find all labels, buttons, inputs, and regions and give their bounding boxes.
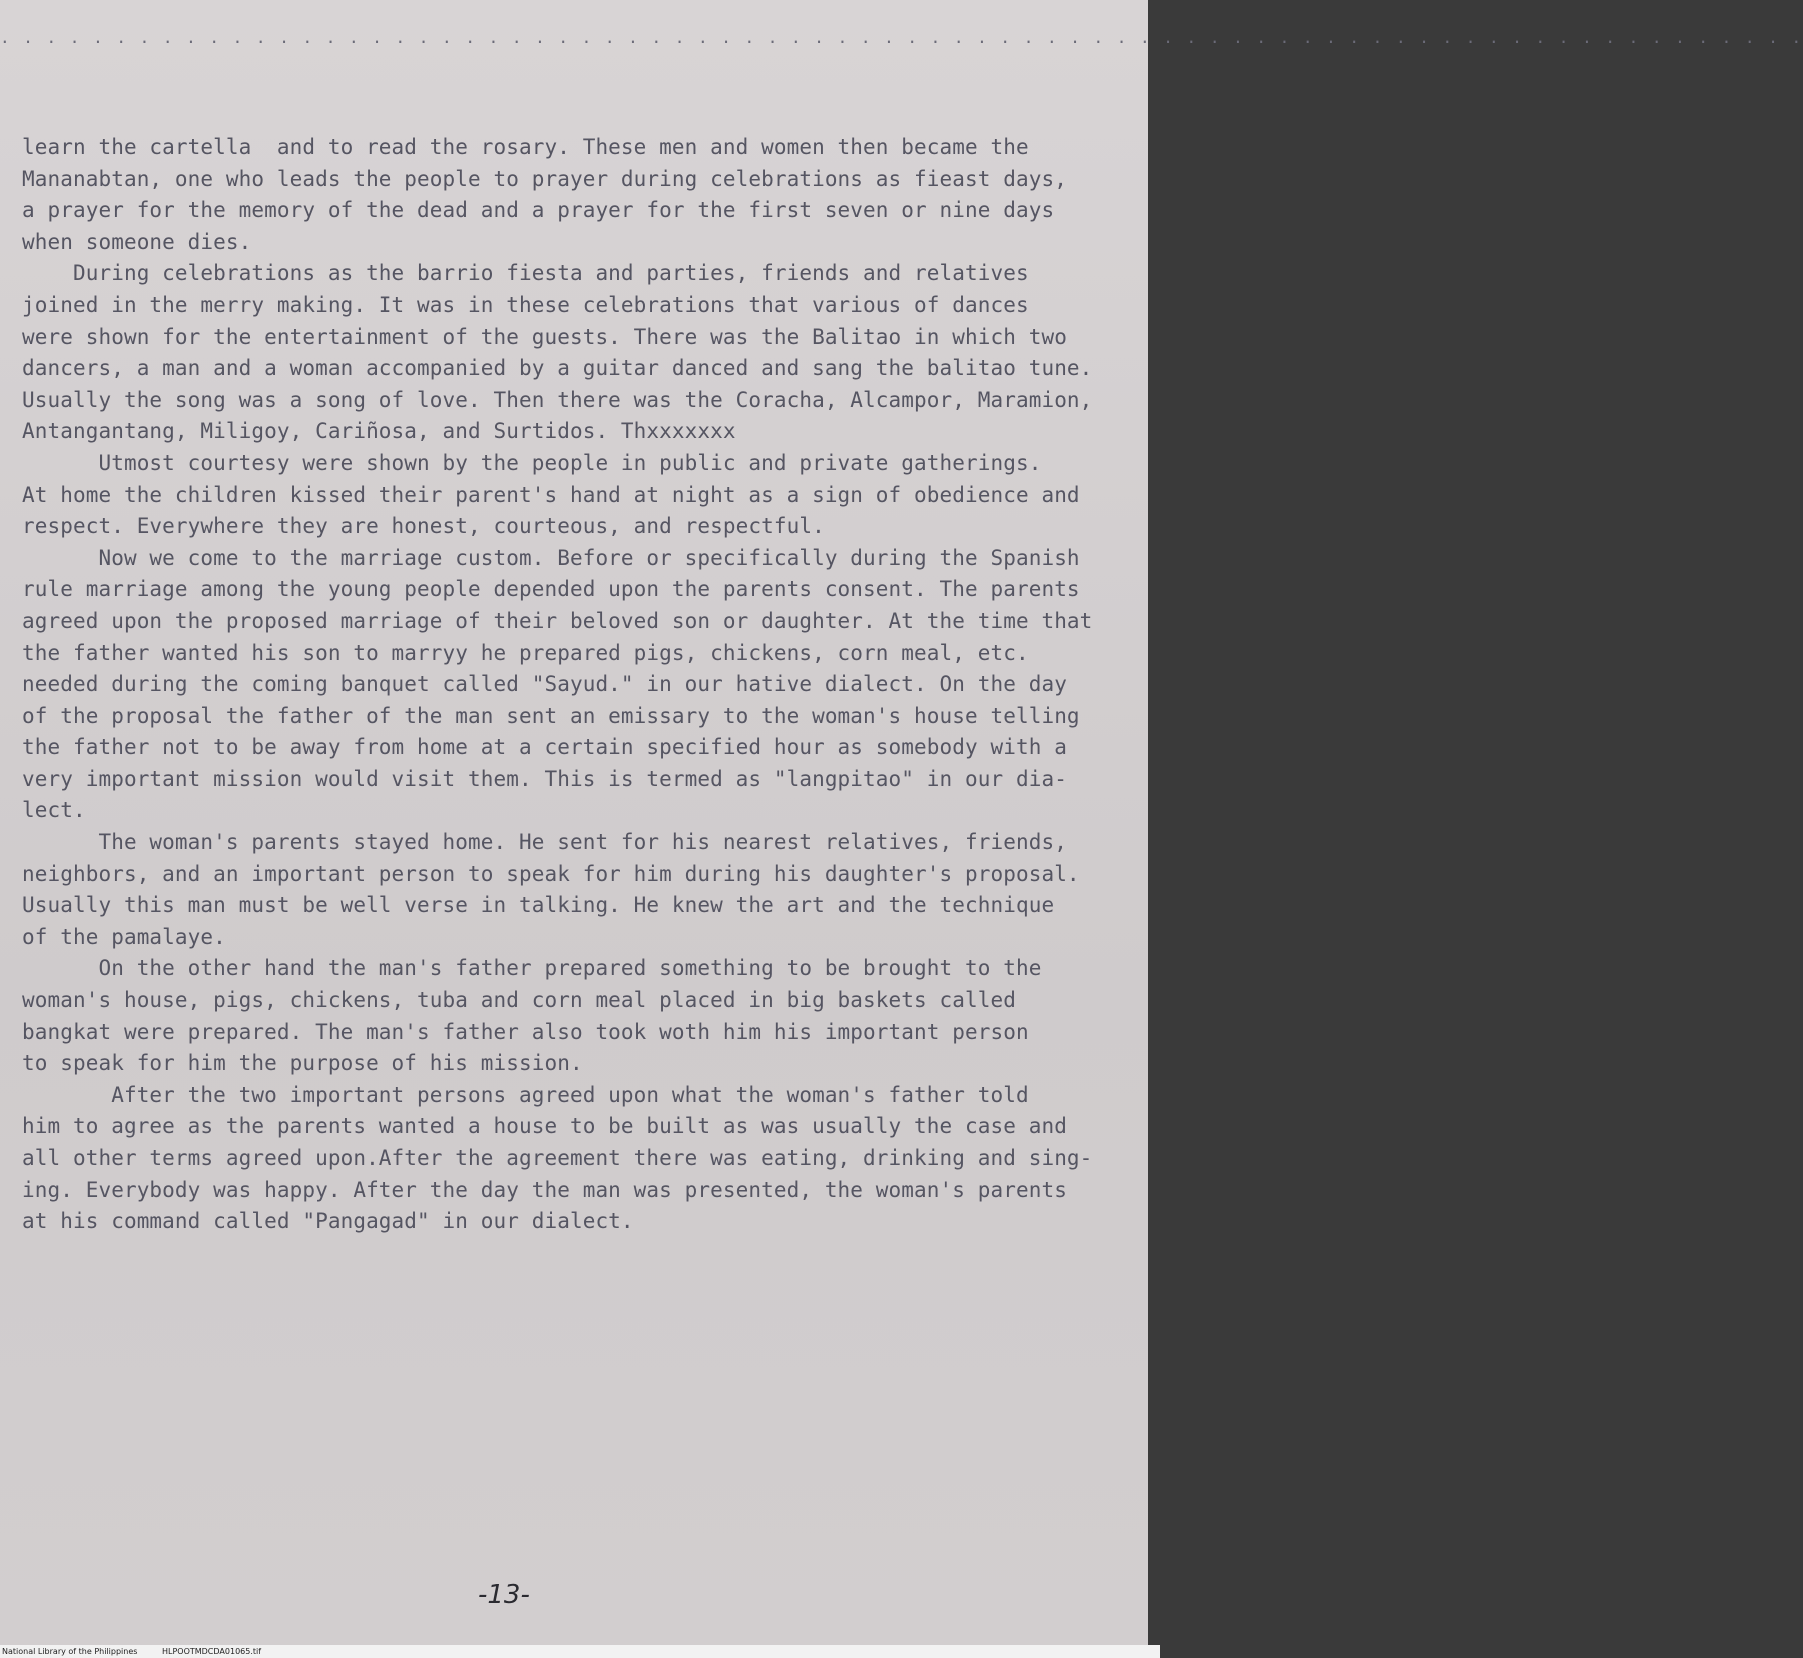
text-line: very important mission would visit them. This is termed as "langpitao" in our dia- — [22, 766, 1067, 791]
page-number: -13- — [478, 1580, 530, 1610]
text-line: Now we come to the marriage custom. Before or specifically during the Spanish — [22, 545, 1080, 570]
perforation-edge: . . . . . . . . . . . . . . . . . . . . . . . . . . . . . . . . . . . . . . . . . . . . . . . . . . . . . . . . . . . . . . . . . . . . . . . . . . . . . . — [0, 28, 1803, 47]
typed-body-text — [22, 132, 1142, 1238]
text-line: of the pamalaye. — [22, 924, 226, 949]
text-line: dancers, a man and a woman accompanied by a guitar danced and sang the balitao tune. — [22, 356, 1093, 381]
text-line: Antangantang, Miligoy, Cariñosa, and Surtidos. Thxxxxxxx — [22, 419, 736, 444]
text-line: woman's house, pigs, chickens, tuba and corn meal placed in big baskets called — [22, 988, 1016, 1013]
text-line: the father not to be away from home at a certain specified hour as somebody with a — [22, 735, 1067, 760]
text-line: At home the children kissed their parent's hand at night as a sign of obedience and — [22, 482, 1080, 507]
text-line: him to agree as the parents wanted a house to be built as was usually the case and — [22, 1114, 1067, 1139]
text-line: learn the cartella and to read the rosary. These men and women then became the — [22, 135, 1029, 159]
text-line: a prayer for the memory of the dead and a prayer for the first seven or nine days — [22, 198, 1055, 223]
text-line: to speak for him the purpose of his mission. — [22, 1051, 583, 1076]
text-line: neighbors, and an important person to speak for him during his daughter's proposal. — [22, 861, 1080, 886]
text-line: all other terms agreed upon.After the agreement there was eating, drinking and sing- — [22, 1146, 1093, 1170]
text-line: On the other hand the man's father prepared something to be brought to the — [22, 956, 1042, 981]
text-line: when someone dies. — [22, 229, 252, 254]
text-line: Usually this man must be well verse in talking. He knew the art and the technique — [22, 893, 1055, 918]
footer-file-id: HLPOOTMDCDA01065.tif — [161, 1647, 262, 1656]
text-line: of the proposal the father of the man sent an emissary to the woman's house telling — [22, 703, 1080, 728]
text-line: Mananabtan, one who leads the people to prayer during celebrations as fieast days, — [22, 166, 1067, 191]
text-line: rule marriage among the young people depended upon the parents consent. The parents — [22, 577, 1080, 602]
text-line: ing. Everybody was happy. After the day the man was presented, the woman's parents — [22, 1177, 1067, 1202]
text-line: at his command called "Pangagad" in our dialect. — [22, 1209, 634, 1234]
text-line: agreed upon the proposed marriage of their beloved son or daughter. At the time that — [22, 608, 1093, 633]
text-line: needed during the coming banquet called "Sayud." in our hative dialect. On the day — [22, 672, 1067, 697]
text-line: The woman's parents stayed home. He sent for his nearest relatives, friends, — [22, 830, 1067, 855]
scan-footer — [0, 1645, 1160, 1658]
text-line: Usually the song was a song of love. Then there was the Coracha, Alcampor, Maramion, — [22, 387, 1093, 412]
text-line: the father wanted his son to marryy he prepared pigs, chickens, corn meal, etc. — [22, 640, 1029, 665]
text-line: respect. Everywhere they are honest, courteous, and respectful. — [22, 514, 825, 539]
footer-library-name: National Library of the Philippines — [2, 1647, 138, 1656]
text-line: bangkat were prepared. The man's father also took woth him his important person — [22, 1019, 1029, 1044]
text-line: Utmost courtesy were shown by the people in public and private gatherings. — [22, 450, 1042, 475]
text-line: were shown for the entertainment of the guests. There was the Balitao in which two — [22, 324, 1067, 349]
text-line: lect. — [22, 798, 86, 823]
text-line: During celebrations as the barrio fiesta and parties, friends and relatives — [22, 261, 1029, 286]
text-line: joined in the merry making. It was in these celebrations that various of dances — [22, 292, 1029, 317]
text-line: After the two important persons agreed upon what the woman's father told — [22, 1082, 1029, 1107]
